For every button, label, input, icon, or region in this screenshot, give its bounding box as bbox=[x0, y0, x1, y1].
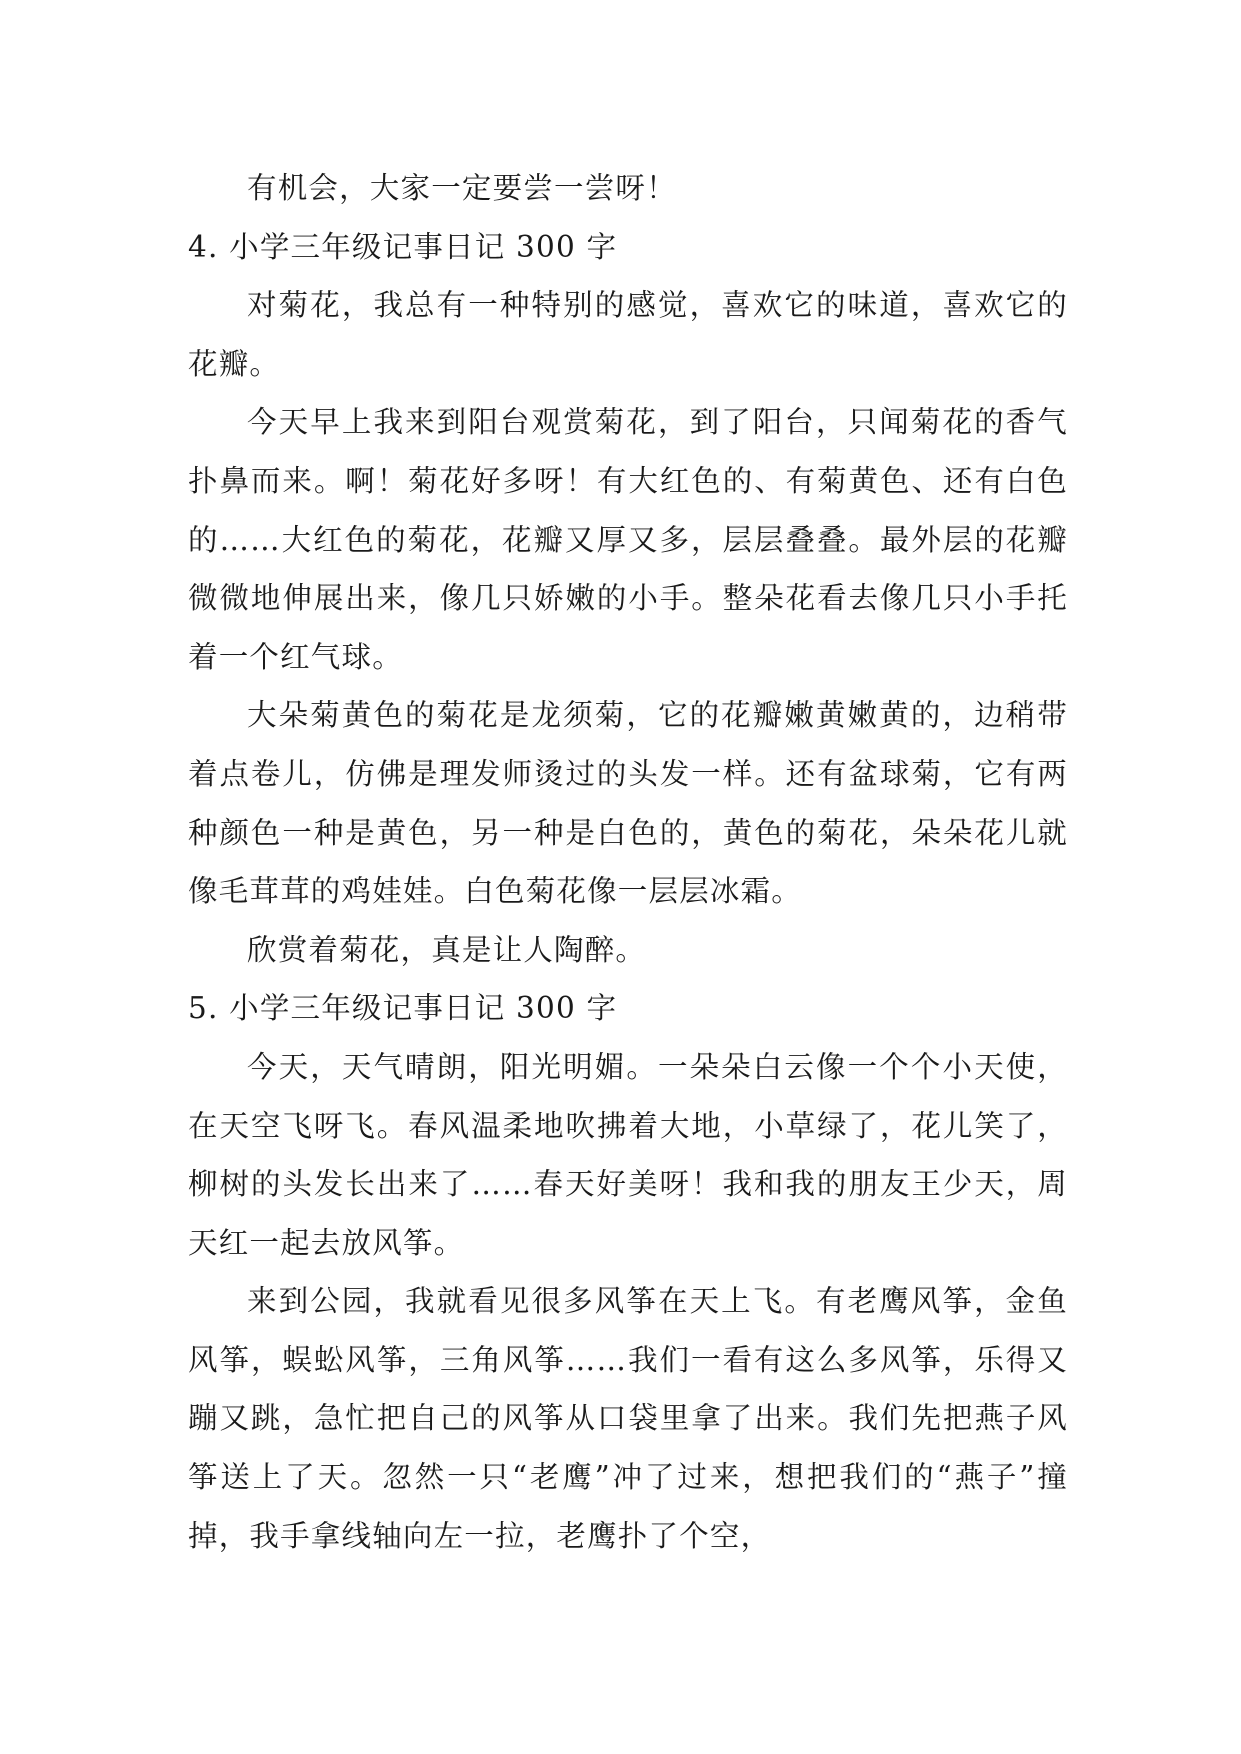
paragraph: 今天早上我来到阳台观赏菊花，到了阳台，只闻菊花的香气扑鼻而来。啊！菊花好多呀！有大红色的、有菊黄色、还有白色的……大红色的菊花，花瓣又厚又多，层层叠叠。最外层的花瓣微微地伸展出来，像几只娇嫩的小手。整朵花看去像几只小手托着一个红气球。 bbox=[188, 405, 1068, 674]
paragraph: 有机会，大家一定要尝一尝呀！ bbox=[247, 171, 677, 205]
document-page bbox=[188, 159, 1068, 1565]
paragraph: 大朵菊黄色的菊花是龙须菊，它的花瓣嫩黄嫩黄的，边稍带着点卷儿，仿佛是理发师烫过的头发一样。还有盆球菊，它有两种颜色一种是黄色，另一种是白色的，黄色的菊花，朵朵花儿就像毛茸茸的鸡娃娃。白色菊花像一层层冰霜。 bbox=[188, 698, 1068, 909]
paragraph: 来到公园，我就看见很多风筝在天上飞。有老鹰风筝，金鱼风筝，蜈蚣风筝，三角风筝……我们一看有这么多风筝，乐得又蹦又跳，急忙把自己的风筝从口袋里拿了出来。我们先把燕子风筝送上了天。忽然一只“老鹰”冲了过来，想把我们的“燕子”撞掉，我手拿线轴向左一拉，老鹰扑了个空， bbox=[188, 1284, 1068, 1553]
section-heading: 5. 小学三年级记事日记 300 字 bbox=[188, 991, 618, 1026]
section-heading: 4. 小学三年级记事日记 300 字 bbox=[188, 229, 618, 264]
paragraph: 今天，天气晴朗，阳光明媚。一朵朵白云像一个个小天使，在天空飞呀飞。春风温柔地吹拂着大地，小草绿了，花儿笑了，柳树的头发长出来了……春天好美呀！我和我的朋友王少天，周天红一起去放风筝。 bbox=[188, 1049, 1068, 1260]
paragraph: 欣赏着菊花，真是让人陶醉。 bbox=[247, 932, 647, 967]
paragraph: 对菊花，我总有一种特别的感觉，喜欢它的味道，喜欢它的花瓣。 bbox=[188, 288, 1068, 381]
